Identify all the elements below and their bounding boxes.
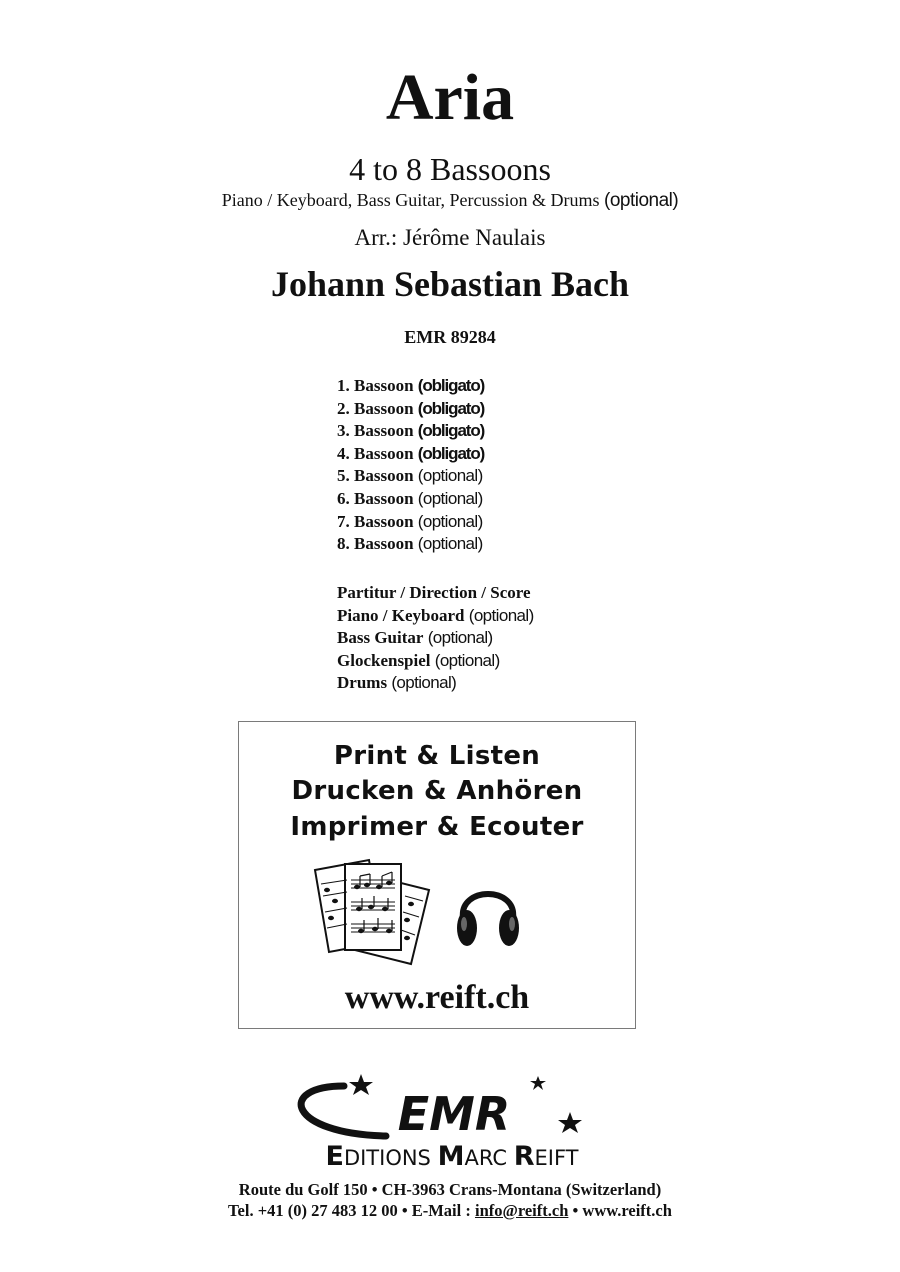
part-name: 2. Bassoon — [337, 398, 414, 418]
instrumentation-note: (optional) — [604, 190, 679, 211]
extra-row — [337, 605, 757, 628]
part-row — [337, 488, 757, 511]
part-note: (optional) — [417, 466, 483, 486]
promo-url: www.reift.ch — [344, 979, 530, 1016]
part-name: 4. Bassoon — [337, 443, 414, 463]
part-note: (optional) — [417, 511, 483, 531]
promo-line-english: Print & Listen — [333, 741, 541, 771]
part-name: 8. Bassoon — [337, 534, 414, 554]
catalog-number: EMR 89284 — [404, 327, 496, 347]
instrumentation-line — [0, 189, 900, 212]
publisher-name — [325, 1141, 578, 1172]
part-name: 1. Bassoon — [337, 376, 414, 395]
part-note: (optional) — [417, 488, 483, 508]
arranger-credit: Arr.: Jérôme Naulais — [354, 225, 546, 250]
email-link[interactable]: info@reift.ch — [474, 1201, 569, 1220]
promo-line-french: Imprimer & Ecouter — [290, 812, 584, 842]
headphones-icon — [453, 872, 523, 952]
contact-suffix: • www.reift.ch — [568, 1201, 672, 1220]
extras-list — [337, 582, 757, 695]
part-name: 3. Bassoon — [337, 421, 414, 441]
part-row — [337, 375, 757, 398]
extra-name: Glockenspiel — [337, 650, 431, 670]
publisher-name-initial: E — [325, 1141, 344, 1172]
extra-note: (optional) — [468, 605, 534, 625]
print-listen-box — [238, 721, 636, 1029]
extra-note: (optional) — [434, 650, 500, 670]
instrumentation-text: Piano / Keyboard, Bass Guitar, Percussion & Drums — [221, 190, 600, 210]
extra-row — [337, 582, 757, 605]
ensemble-subtitle: 4 to 8 Bassoons — [349, 151, 551, 187]
emr-logo-text: EMR — [397, 1087, 511, 1141]
promo-line-german: Drucken & Anhören — [291, 776, 583, 806]
extra-row — [337, 672, 757, 695]
part-row — [337, 443, 757, 466]
part-row — [337, 398, 757, 421]
part-row — [337, 420, 757, 443]
part-note: (obligato) — [417, 376, 485, 395]
extra-note: (optional) — [391, 673, 457, 693]
part-name: 6. Bassoon — [337, 488, 414, 508]
extra-name: Piano / Keyboard — [337, 605, 465, 625]
part-note: (optional) — [417, 534, 483, 554]
publisher-name-initial: M — [437, 1141, 465, 1172]
part-row — [337, 511, 757, 534]
extra-name: Bass Guitar — [337, 628, 424, 648]
publisher-name-part: ARC — [464, 1146, 514, 1170]
sheet-music-icon — [311, 856, 441, 968]
part-name: 7. Bassoon — [337, 511, 414, 531]
extra-row — [337, 650, 757, 673]
extra-name: Drums — [337, 673, 388, 693]
part-note: (obligato) — [417, 443, 485, 463]
composer-name: Johann Sebastian Bach — [270, 264, 630, 304]
publisher-name-part: EIFT — [534, 1146, 579, 1170]
part-note: (obligato) — [417, 421, 485, 441]
publisher-contact — [0, 1200, 900, 1221]
part-note: (obligato) — [417, 398, 485, 418]
extra-note: (optional) — [427, 628, 493, 648]
parts-list — [337, 375, 757, 556]
emr-logo — [236, 1072, 668, 1172]
part-row — [337, 533, 757, 556]
publisher-address: Route du Golf 150 • CH-3963 Crans-Montana (Switzerland) — [238, 1180, 662, 1199]
page-title: Aria — [385, 61, 515, 134]
extra-row — [337, 627, 757, 650]
publisher-name-initial: R — [513, 1141, 535, 1172]
extra-name: Partitur / Direction / Score — [337, 583, 531, 602]
contact-prefix: Tel. +41 (0) 27 483 12 00 • E-Mail : — [228, 1201, 475, 1220]
part-name: 5. Bassoon — [337, 466, 414, 486]
publisher-name-part: DITIONS — [343, 1146, 438, 1170]
part-row — [337, 465, 757, 488]
